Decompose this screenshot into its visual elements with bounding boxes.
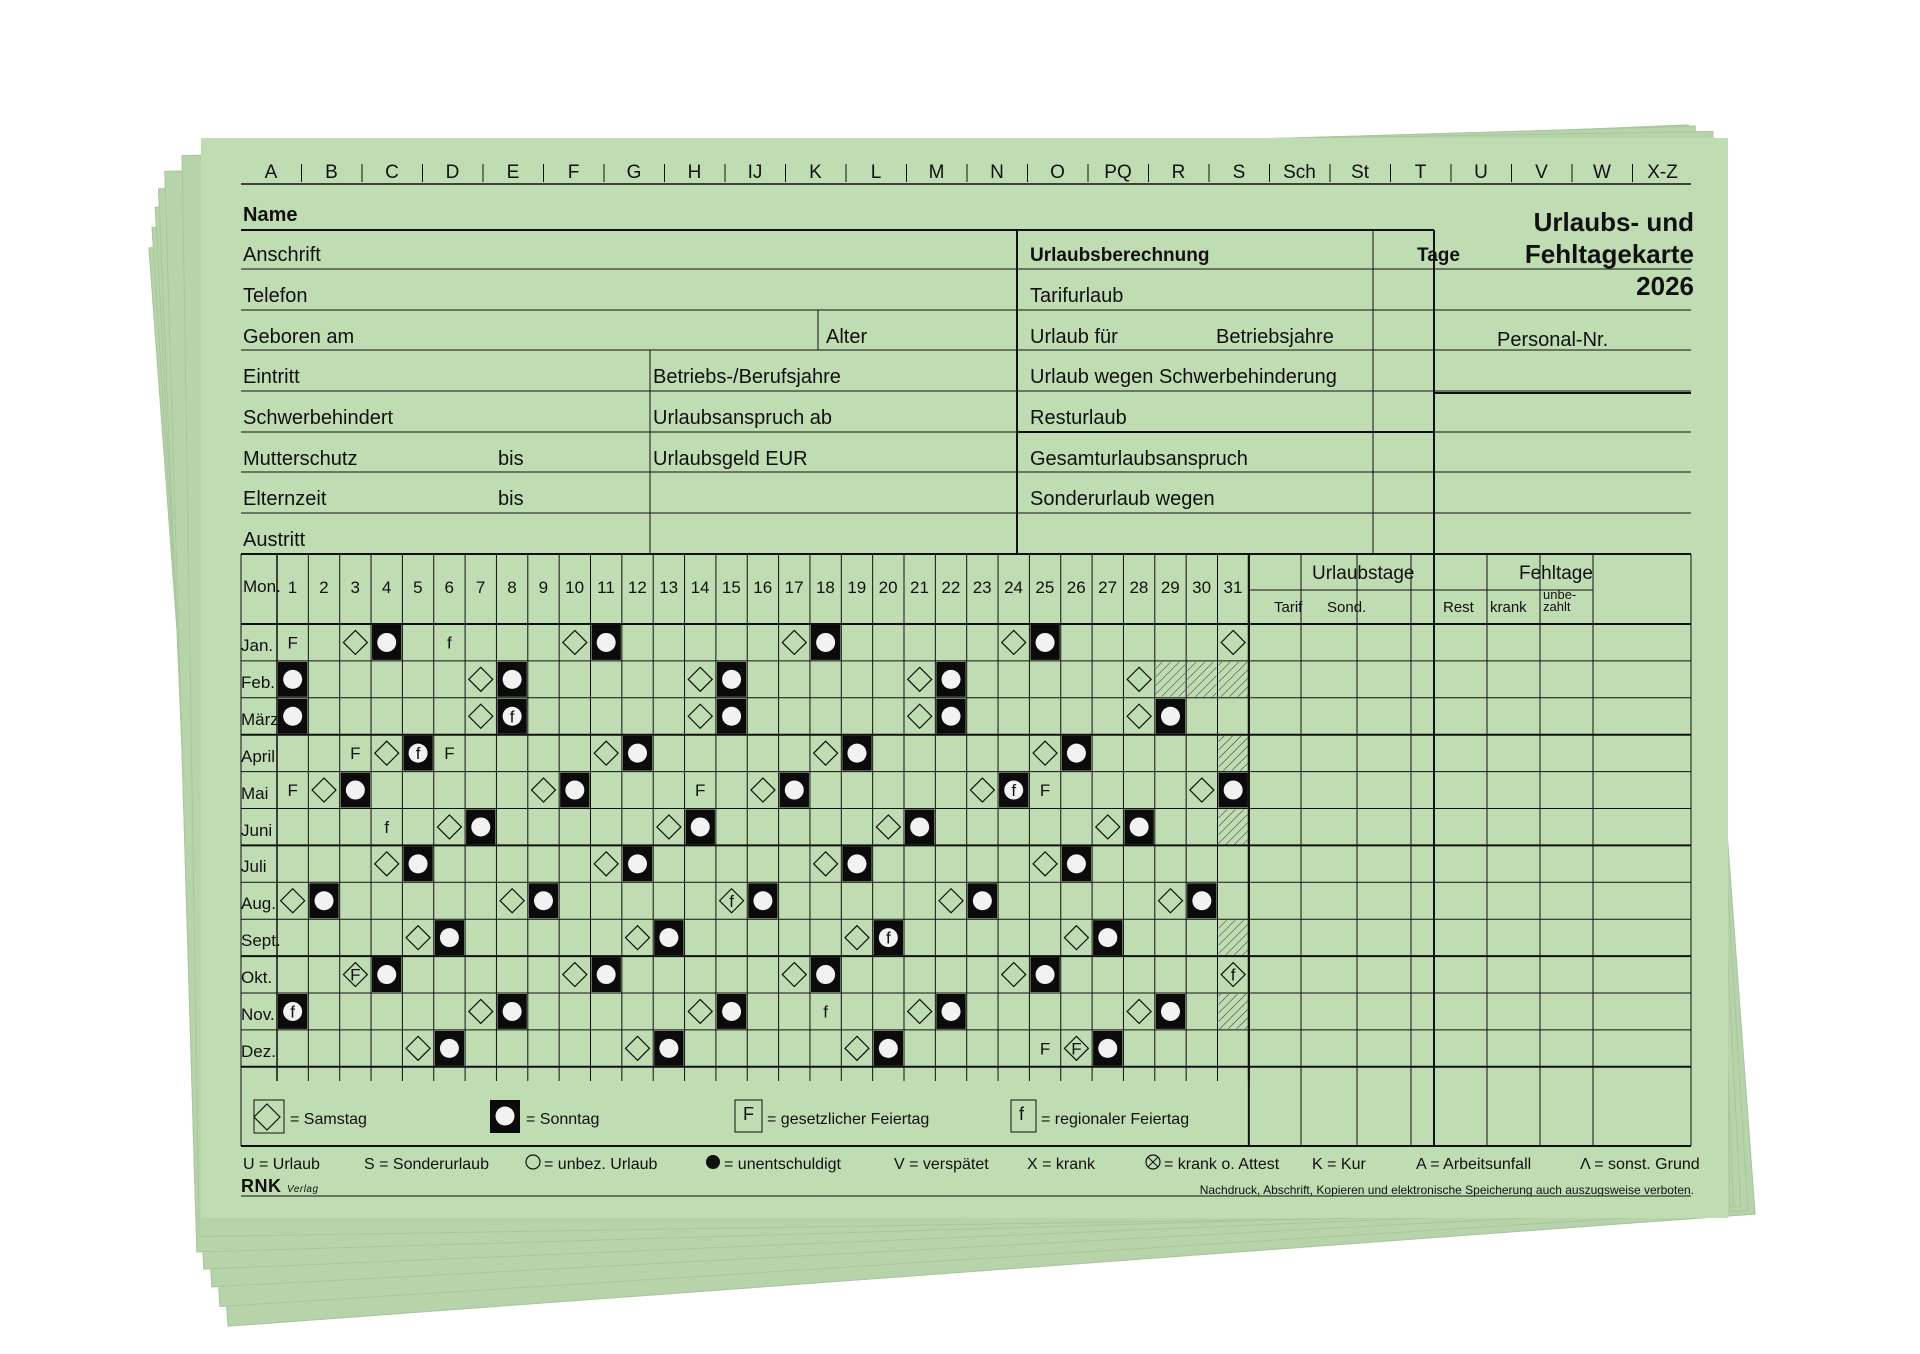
day-header-24: 24 [1004,578,1023,597]
logo-sub: Verlag [287,1184,319,1195]
saturday-diamond [469,667,493,691]
month-label-12: Dez. [241,1041,276,1061]
legend-krank-o-attest: = krank o. Attest [1164,1156,1280,1173]
alphabet-tab-u[interactable]: U [1474,162,1488,183]
sunday-circle [942,707,961,726]
invalid-day-hatch [1219,920,1248,955]
saturday-diamond [1033,741,1057,765]
alphabet-tab-x-z[interactable]: X-Z [1647,162,1678,183]
label-betriebsjahre: Betriebs-/Berufsjahre [653,366,841,388]
label-mutterschutz: Mutterschutz [243,448,358,470]
alphabet-tab-e[interactable]: E [506,162,520,183]
sunday-circle [942,1002,961,1021]
invalid-day-hatch [1219,810,1248,845]
label-krank: krank [1490,599,1527,616]
holiday-mark: f [509,707,515,727]
day-header-14: 14 [690,578,710,597]
saturday-diamond [469,704,493,728]
sunday-circle [753,891,772,910]
sunday-circle [1036,965,1055,984]
label-eintritt: Eintritt [243,366,300,388]
day-header-20: 20 [878,578,898,597]
label-resturlaub: Resturlaub [1030,407,1127,429]
holiday-mark: f [823,1002,828,1022]
label-urlaubsgeld: Urlaubsgeld EUR [653,448,808,470]
legend-sonderurlaub: S = Sonderurlaub [364,1156,489,1173]
label-austritt: Austritt [243,529,306,551]
legend-regional: = regionaler Feiertag [1041,1111,1190,1128]
saturday-diamond [751,778,775,802]
holiday-mark: F [287,781,298,801]
saturday-diamond [343,630,367,654]
saturday-diamond [437,815,461,839]
sunday-circle [565,781,584,800]
label-anschrift: Anschrift [243,244,321,266]
alphabet-tab-c[interactable]: C [385,162,399,183]
holiday-mark: f [447,633,452,653]
label-mon: Mon. [243,577,281,596]
alphabet-tab-l[interactable]: L [870,162,882,183]
alphabet-tab-ij[interactable]: IJ [747,162,763,183]
sunday-circle [628,854,647,873]
saturday-diamond [375,741,399,765]
label-sond: Sond. [1327,599,1367,616]
alphabet-tab-r[interactable]: R [1171,162,1186,183]
alphabet-tab-st[interactable]: St [1351,162,1369,183]
sunday-circle [910,817,929,836]
copyright-note: Nachdruck, Abschrift, Kopieren und elektronische Speicherung auch auszugsweise verboten. [1199,1183,1694,1197]
day-header-19: 19 [847,578,867,597]
sunday-circle [816,633,835,652]
legend-open-circle-icon [526,1155,540,1169]
title-year: 2026 [1636,271,1694,301]
alphabet-tab-a[interactable]: A [264,162,278,183]
sunday-circle [1161,1002,1180,1021]
day-header-30: 30 [1192,578,1212,597]
day-header-31: 31 [1223,578,1243,597]
month-label-1: Jan. [241,636,274,655]
label-schwerbehinderung: Urlaub wegen Schwerbehinderung [1030,366,1337,388]
alphabet-tab-b[interactable]: B [325,162,338,183]
sunday-circle [597,965,616,984]
month-label-5: Mai [241,783,269,803]
sunday-circle [534,891,553,910]
sunday-circle [659,1039,678,1058]
saturday-diamond [782,963,806,987]
legend-F-symbol: F [743,1104,754,1124]
holiday-mark: f [290,1002,296,1022]
month-label-9: Sept. [241,931,281,951]
saturday-diamond [406,1036,430,1060]
label-tarifurlaub: Tarifurlaub [1030,285,1124,307]
sunday-circle [816,965,835,984]
sunday-circle [722,670,741,689]
sunday-circle [659,928,678,947]
sunday-circle [942,670,961,689]
saturday-diamond [1002,630,1026,654]
alphabet-tab-k[interactable]: K [809,162,822,183]
label-elternzeit: Elternzeit [243,488,327,510]
saturday-diamond [1002,963,1026,987]
saturday-diamond [594,852,618,876]
day-header-2: 2 [319,578,329,597]
label-name: Name [243,204,298,226]
saturday-diamond [1221,630,1245,654]
saturday-diamond [814,741,838,765]
title-line-2: Fehltagekarte [1524,239,1694,269]
vacation-card [201,138,1728,1218]
day-header-26: 26 [1066,578,1086,597]
day-header-29: 29 [1160,578,1180,597]
saturday-diamond [312,778,336,802]
legend-unentschuldigt: = unentschuldigt [724,1156,841,1173]
legend-gesetzlich: = gesetzlicher Feiertag [767,1111,930,1128]
holiday-mark: F [1039,1039,1051,1059]
day-header-11: 11 [597,578,615,597]
label-gesamturlaubsanspruch: Gesamturlaubsanspruch [1030,448,1248,470]
logo-main: RNK [241,1176,282,1196]
legend-f-symbol: f [1019,1104,1025,1124]
holiday-mark: f [729,891,734,911]
saturday-diamond [688,704,712,728]
day-header-4: 4 [381,578,392,597]
invalid-day-hatch [1219,662,1248,697]
day-header-8: 8 [507,578,517,597]
sunday-circle [973,891,992,910]
label-fehltage: Fehltage [1519,563,1593,584]
saturday-diamond [1064,926,1088,950]
alphabet-tab-pq[interactable]: PQ [1104,162,1132,183]
saturday-diamond [1096,815,1120,839]
day-header-23: 23 [972,578,992,597]
alphabet-tab-m[interactable]: M [928,162,945,183]
saturday-diamond [814,852,838,876]
label-calc-betriebsjahre: Betriebsjahre [1216,326,1334,348]
label-unbezahlt-line2: zahlt [1543,599,1571,614]
day-header-17: 17 [784,578,804,597]
saturday-diamond [1033,852,1057,876]
saturday-diamond [563,963,587,987]
day-header-25: 25 [1035,578,1055,597]
saturday-diamond [970,778,994,802]
alphabet-tab-w[interactable]: W [1593,162,1611,183]
legend-filled-circle-icon [706,1155,720,1169]
holiday-mark: F [1071,1039,1082,1059]
label-unbezahlt-line1: unbe- [1543,587,1577,602]
card-grid-lines [201,138,1728,1218]
legend-sunday-circle [496,1107,515,1126]
day-header-9: 9 [538,578,549,597]
holiday-mark: F [287,633,298,653]
sunday-circle [1130,817,1149,836]
saturday-diamond [1158,889,1182,913]
alphabet-tab-o[interactable]: O [1050,162,1065,183]
holiday-mark: F [350,744,361,764]
label-personal-nr: Personal-Nr. [1497,329,1609,351]
sunday-circle [283,670,302,689]
month-label-8: Aug. [241,894,276,914]
sunday-circle [503,1002,522,1021]
saturday-diamond [688,667,712,691]
saturday-diamond [1127,999,1151,1023]
legend-sonntag: = Sonntag [526,1111,600,1128]
holiday-mark: F [695,781,706,801]
alphabet-tab-n[interactable]: N [990,162,1004,183]
sunday-circle [722,1002,741,1021]
day-header-16: 16 [753,578,773,597]
saturday-diamond [939,889,963,913]
sunday-circle [628,744,647,763]
holiday-mark: f [885,928,891,948]
saturday-diamond [563,630,587,654]
sunday-circle [879,1039,898,1058]
sunday-circle [503,670,522,689]
holiday-mark: f [415,744,421,764]
saturday-diamond [908,704,932,728]
month-label-11: Nov. [241,1005,275,1024]
saturday-diamond [469,999,493,1023]
saturday-diamond [908,667,932,691]
alphabet-tab-v[interactable]: V [1535,162,1548,183]
legend-verspaetet: V = verspätet [894,1156,989,1173]
month-label-10: Okt. [241,968,273,988]
sunday-circle [440,1039,459,1058]
alphabet-tab-t[interactable]: T [1414,162,1427,183]
legend-samstag: = Samstag [290,1111,367,1128]
sunday-circle [691,817,710,836]
invalid-day-hatch [1156,662,1185,697]
label-tage: Tage [1417,245,1460,266]
saturday-diamond [1127,704,1151,728]
label-bis-2: bis [498,488,524,510]
month-label-2: Feb. [241,672,276,692]
saturday-diamond [845,1036,869,1060]
sunday-circle [346,781,365,800]
sunday-circle [597,633,616,652]
day-header-15: 15 [721,578,741,597]
month-label-4: April [241,746,276,766]
saturday-diamond [876,815,900,839]
alphabet-tab-sch[interactable]: Sch [1283,162,1316,183]
sunday-circle [377,965,396,984]
saturday-diamond [908,999,932,1023]
sunday-circle [1036,633,1055,652]
saturday-diamond [594,741,618,765]
label-urlaubsberechnung: Urlaubsberechnung [1030,245,1210,266]
label-geboren: Geboren am [243,326,355,348]
sunday-circle [1192,891,1211,910]
sunday-circle [471,817,490,836]
sunday-circle [1161,707,1180,726]
legend-sonst-grund: Λ = sonst. Grund [1580,1156,1700,1173]
day-header-10: 10 [565,578,585,597]
month-label-3: März [241,709,279,729]
card-title [1525,206,1694,302]
month-label-6: Juni [241,820,273,840]
saturday-diamond [1190,778,1214,802]
legend-kur: K = Kur [1312,1156,1366,1173]
sunday-circle [785,781,804,800]
day-header-3: 3 [350,578,360,597]
sunday-circle [847,854,866,873]
sunday-circle [1067,854,1086,873]
alphabet-tab-s[interactable]: S [1232,162,1246,183]
alphabet-tab-g[interactable]: G [626,162,642,183]
month-label-7: Juli [241,857,267,877]
invalid-day-hatch [1219,736,1248,771]
legend-arbeitsunfall: A = Arbeitsunfall [1416,1156,1532,1173]
title-line-1: Urlaubs- und [1533,207,1694,237]
saturday-diamond [375,852,399,876]
sunday-circle [1098,928,1117,947]
day-header-28: 28 [1129,578,1149,597]
legend-urlaub: U = Urlaub [243,1156,320,1173]
sunday-circle [722,707,741,726]
holiday-mark: f [384,817,390,837]
saturday-diamond [657,815,681,839]
saturday-diamond [626,1036,650,1060]
day-header-18: 18 [815,578,835,597]
saturday-diamond [845,926,869,950]
day-header-13: 13 [659,578,679,597]
sunday-circle [1224,781,1243,800]
saturday-diamond [1127,667,1151,691]
saturday-diamond [688,999,712,1023]
saturday-diamond [626,926,650,950]
sunday-circle [283,707,302,726]
label-urlaub-fuer: Urlaub für [1030,326,1118,348]
sunday-circle [1067,744,1086,763]
day-header-6: 6 [444,578,454,597]
label-bis-1: bis [498,448,524,470]
saturday-diamond [406,926,430,950]
label-alter: Alter [826,326,868,348]
label-rest: Rest [1443,599,1474,616]
day-header-12: 12 [627,578,647,597]
legend-saturday-diamond [254,1104,280,1130]
day-header-27: 27 [1098,578,1118,597]
sunday-circle [440,928,459,947]
legend-krank: X = krank [1027,1156,1096,1173]
label-tarif: Tarif [1274,599,1303,616]
legend-unbez-urlaub: = unbez. Urlaub [544,1156,658,1173]
invalid-day-hatch [1219,994,1248,1029]
holiday-mark: F [350,965,361,985]
sunday-circle [1098,1039,1117,1058]
holiday-mark: f [1230,965,1236,985]
day-header-5: 5 [413,578,423,597]
alphabet-tab-f[interactable]: F [567,162,580,183]
saturday-diamond [281,889,305,913]
label-sonderurlaub-wegen: Sonderurlaub wegen [1030,488,1215,510]
day-header-7: 7 [475,578,486,597]
saturday-diamond [500,889,524,913]
alphabet-tab-d[interactable]: D [445,162,460,183]
sunday-circle [409,854,428,873]
day-header-22: 22 [941,578,961,597]
label-schwerbehindert: Schwerbehindert [243,407,394,429]
saturday-diamond [531,778,555,802]
day-header-21: 21 [910,578,929,597]
rnk-logo [241,1176,319,1197]
label-unbezahlt [1543,589,1576,613]
holiday-mark: f [1011,781,1017,801]
invalid-day-hatch [1187,662,1216,697]
day-header-1: 1 [287,578,298,597]
label-urlaubsanspruch-ab: Urlaubsanspruch ab [653,407,832,429]
holiday-mark: F [444,744,455,764]
label-urlaubstage: Urlaubstage [1312,563,1415,584]
sunday-circle [847,744,866,763]
saturday-diamond [782,630,806,654]
alphabet-tab-h[interactable]: H [687,162,702,183]
sunday-circle [377,633,396,652]
sunday-circle [315,891,334,910]
holiday-mark: F [1039,781,1051,801]
label-telefon: Telefon [243,285,308,307]
